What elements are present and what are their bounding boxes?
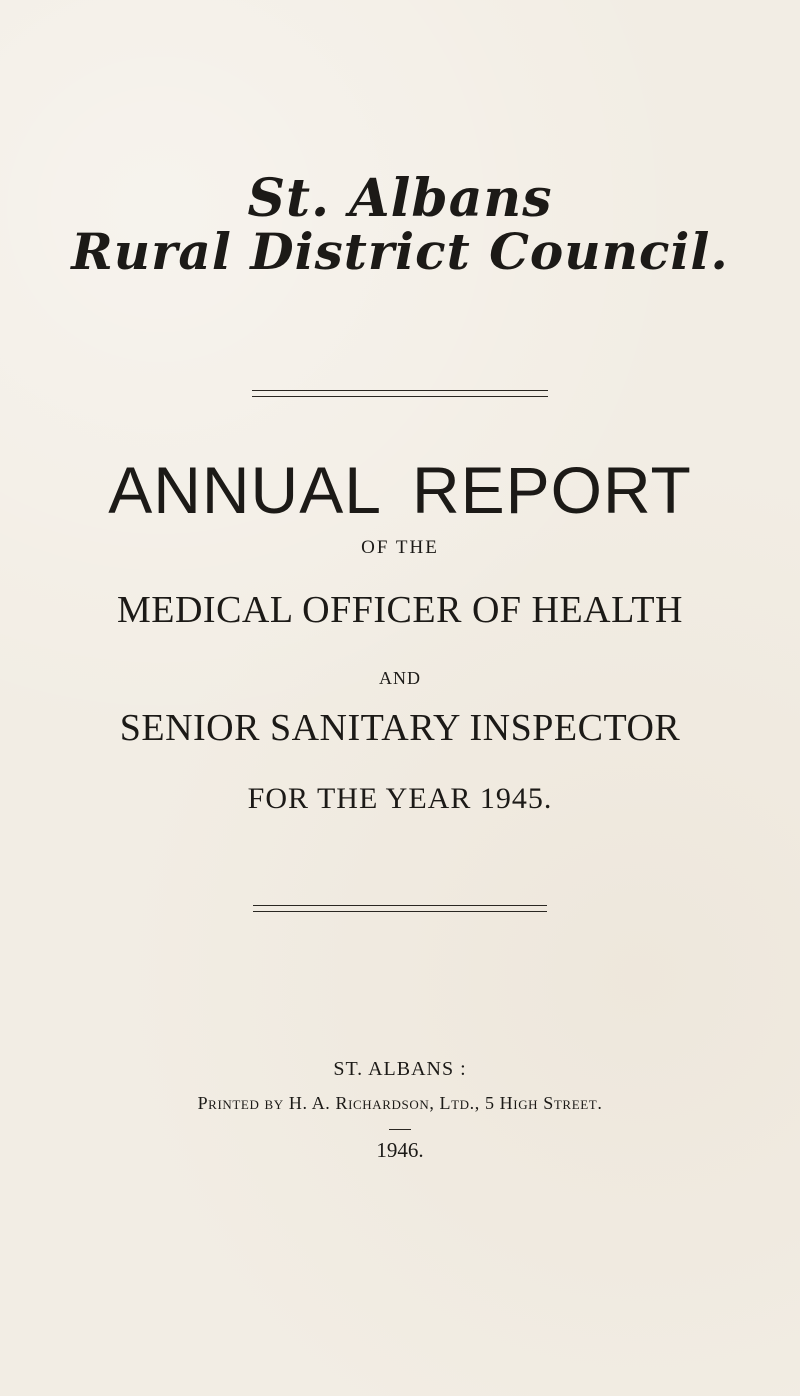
of-the-label: OF THE: [361, 537, 439, 558]
top-double-rule: [252, 390, 548, 400]
council-title-line-1: St. Albans: [247, 168, 553, 229]
imprint-place: ST. ALBANS :: [333, 1058, 467, 1080]
report-period: FOR THE YEAR 1945.: [247, 782, 553, 815]
imprint-printer: Printed by H. A. Richardson, Ltd., 5 High Street.: [197, 1093, 603, 1113]
top-rule-line-1: [252, 390, 548, 391]
bottom-rule-line-2: [253, 911, 547, 912]
subject-sanitary-inspector: SENIOR SANITARY INSPECTOR: [119, 707, 681, 749]
council-title-line-2: Rural District Council.: [71, 222, 729, 281]
and-label: AND: [379, 668, 421, 688]
imprint-dash: [389, 1129, 411, 1130]
top-rule-line-2: [252, 396, 548, 397]
bottom-double-rule: [253, 905, 547, 915]
report-heading-word-1: ANNUAL: [108, 453, 382, 527]
bottom-rule-line-1: [253, 905, 547, 906]
imprint-year: 1946.: [376, 1138, 424, 1162]
report-heading: [0, 452, 800, 528]
report-heading-word-2: REPORT: [411, 453, 692, 527]
subject-medical-officer: MEDICAL OFFICER OF HEALTH: [116, 589, 683, 631]
